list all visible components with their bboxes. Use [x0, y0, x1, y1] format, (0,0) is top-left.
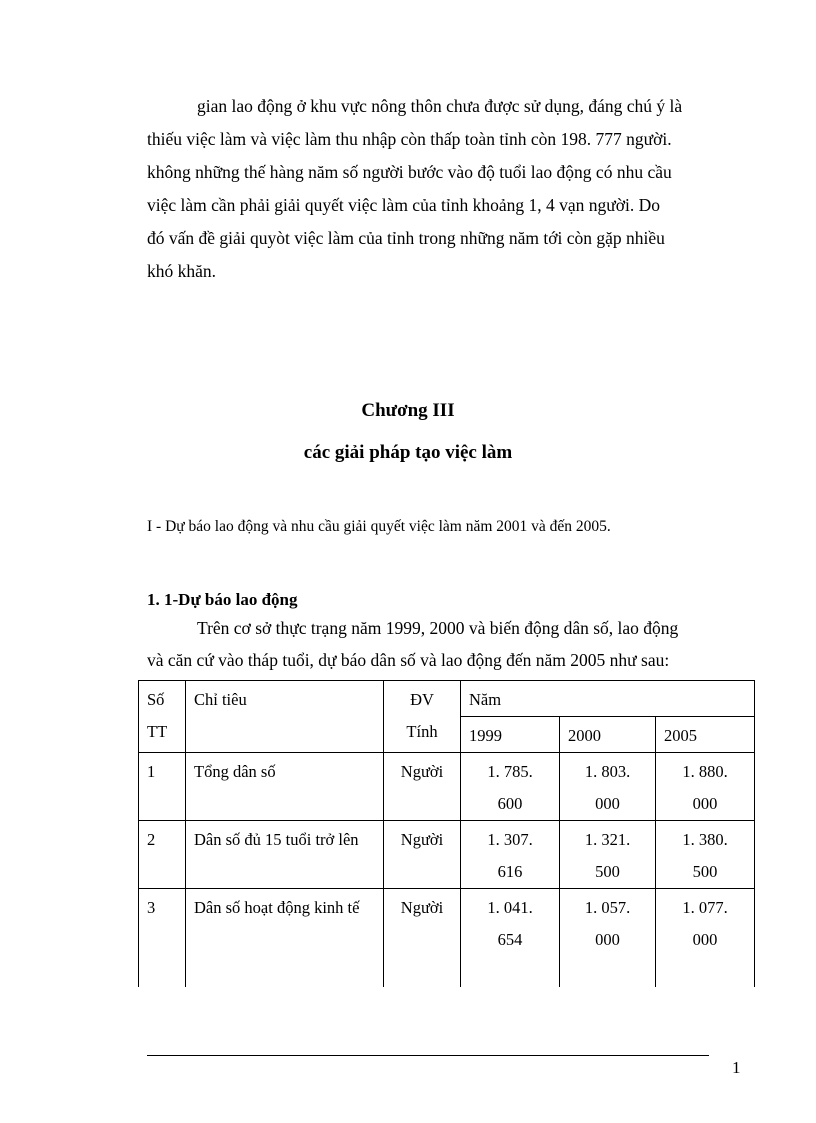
- cell-stt: 3: [139, 889, 186, 988]
- cell-indicator: Tổng dân số: [186, 753, 384, 821]
- page-number: 1: [732, 1058, 741, 1077]
- chapter-title: các giải pháp tạo việc làm: [303, 442, 513, 463]
- paragraph-line: không những thế hàng năm số người bước vào độ tuổi lao động có nhu cầu: [147, 162, 672, 182]
- header-stt: Số TT: [139, 681, 186, 753]
- header-year: 2005: [656, 717, 755, 753]
- section-heading: I - Dự báo lao động và nhu cầu giải quyết việc làm năm 2001 và đến 2005.: [147, 518, 611, 535]
- header-year: 1999: [461, 717, 560, 753]
- table-row: [139, 753, 755, 821]
- intro-line: và căn cứ vào tháp tuổi, dự báo dân số và lao động đến năm 2005 như sau:: [147, 650, 670, 670]
- chapter-number: Chương III: [361, 400, 455, 421]
- header-unit: ĐV Tính: [384, 681, 461, 753]
- cell-value: 1. 803. 000: [560, 753, 656, 821]
- footer-divider: [147, 1055, 709, 1056]
- header-year-group: Năm: [461, 681, 755, 717]
- table-header-row: [139, 681, 755, 717]
- cell-value: 1. 321. 500: [560, 821, 656, 889]
- labor-forecast-table: [138, 680, 755, 987]
- cell-value: 1. 880. 000: [656, 753, 755, 821]
- paragraph-line: thiếu việc làm và việc làm thu nhập còn thấp toàn tỉnh còn 198. 777 người.: [147, 129, 672, 149]
- paragraph-line: khó khăn.: [147, 261, 217, 281]
- cell-stt: 2: [139, 821, 186, 889]
- cell-stt: 1: [139, 753, 186, 821]
- cell-unit: Người: [384, 821, 461, 889]
- cell-value: 1. 041. 654: [461, 889, 560, 988]
- cell-indicator: Dân số đủ 15 tuổi trở lên: [186, 821, 384, 889]
- paragraph-line: việc làm cần phải giải quyết việc làm của tỉnh khoảng 1, 4 vạn người. Do: [147, 195, 660, 215]
- cell-unit: Người: [384, 889, 461, 988]
- cell-value: 1. 077. 000: [656, 889, 755, 988]
- cell-value: 1. 380. 500: [656, 821, 755, 889]
- cell-indicator: Dân số hoạt động kinh tế: [186, 889, 384, 988]
- header-indicator: Chỉ tiêu: [186, 681, 384, 753]
- cell-value: 1. 307. 616: [461, 821, 560, 889]
- paragraph-line: gian lao động ở khu vực nông thôn chưa được sử dụng, đáng chú ý là: [197, 96, 683, 116]
- intro-paragraph: [147, 612, 733, 676]
- table-row: [139, 821, 755, 889]
- body-paragraph: [147, 90, 731, 288]
- intro-line: Trên cơ sở thực trạng năm 1999, 2000 và biến động dân số, lao động: [197, 618, 679, 638]
- subsection-heading: 1. 1-Dự báo lao động: [147, 590, 298, 609]
- cell-unit: Người: [384, 753, 461, 821]
- cell-value: 1. 057. 000: [560, 889, 656, 988]
- cell-value: 1. 785. 600: [461, 753, 560, 821]
- header-year: 2000: [560, 717, 656, 753]
- table-row: [139, 889, 755, 988]
- paragraph-line: đó vấn đề giải quyòt việc làm của tỉnh trong những năm tới còn gặp nhiều: [147, 228, 665, 248]
